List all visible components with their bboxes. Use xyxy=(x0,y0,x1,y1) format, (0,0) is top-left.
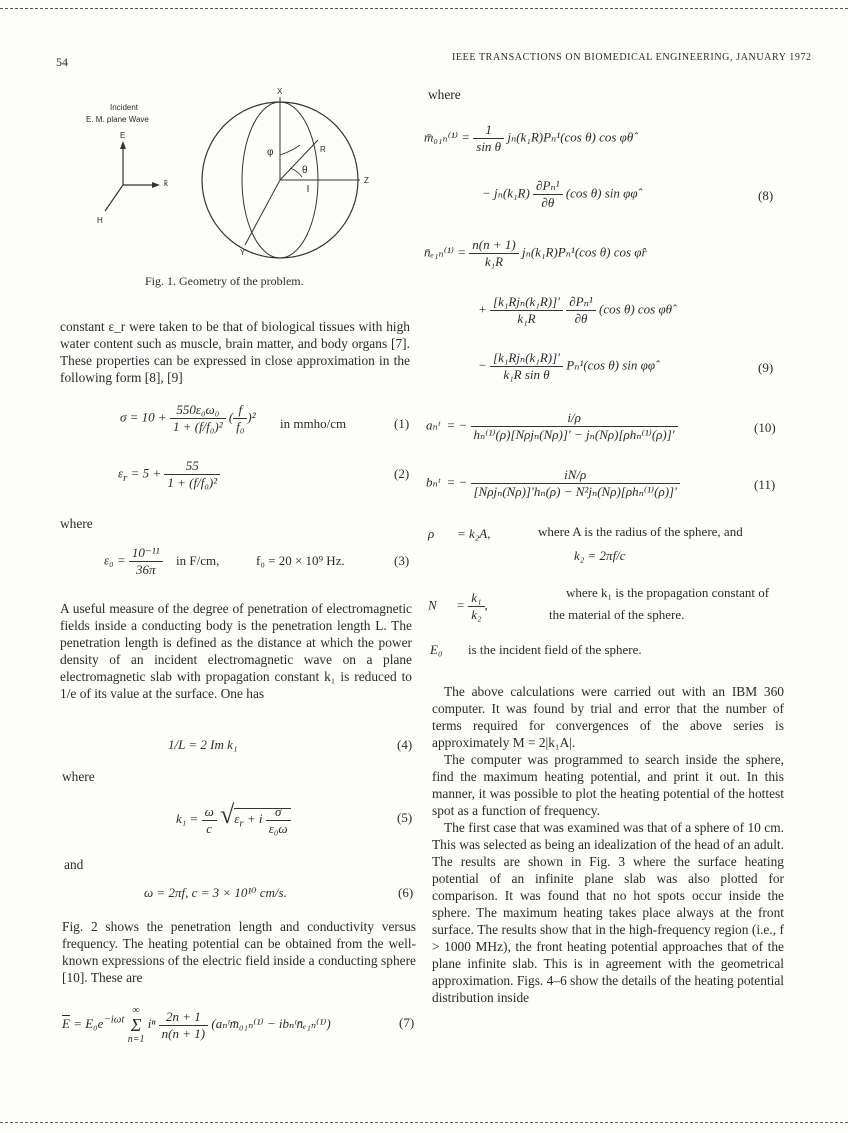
page-number: 54 xyxy=(56,55,68,69)
results-paragraph-2: The computer was programmed to search inside the sphere, find the maximum heating potential, and print it out. In this manner, it was possible to plot the heating potential of the hottest spot as a function of frequency. xyxy=(432,752,784,818)
bottom-rule xyxy=(0,1122,848,1124)
equation-4-number: (4) xyxy=(397,737,413,752)
penetration-text: A useful measure of the degree of penetration of electromagnetic fields inside a conducting body is the penetration length L. The penetration length is defined as the distance at which the power density of an incident electromagnetic wave on a plane electromagnetic slab with propagation constant k₁ is reduced to 1/e of its value at the surface. One has xyxy=(60,601,412,701)
equation-2: $\varepsilon_r = 5$ + $\frac{55}{\text{1 + (f/f₀)²}}$ xyxy=(118,458,220,491)
equation-1-number: (1) xyxy=(394,416,410,431)
fig2-text: Fig. 2 shows the penetration length and conductivity versus frequency. The heating potential can be obtained from the well-known expressions of the electric field inside a conducting sphere [10]. These are xyxy=(62,919,416,985)
fig2-paragraph xyxy=(62,918,416,986)
label-axis-z: Z xyxy=(364,176,369,185)
where-2: where xyxy=(62,769,95,784)
k2-definition: k₂ = 2πf/c xyxy=(574,548,626,563)
intro-paragraph xyxy=(60,318,410,386)
equation-3: ε₀ = $\frac{\text{10⁻¹¹}}{36\pi}$ xyxy=(104,545,163,578)
results-paragraph-1: The above calculations were carried out with an IBM 360 computer. It was found by trial and error that the number of terms required for convergences of the above series is approximately M = 2|k₁A|. xyxy=(432,684,784,750)
label-r: R xyxy=(320,145,326,154)
equation-7: $\overline{E} = E_0e^{-i\omega t}$ ∞ Σ n=1 iⁿ $\frac{2n + 1}{n(n + 1)}$ (aₙᵗm̄₀₁ₙ⁽¹⁾ − ibₙᵗn̄ₑ₁ₙ⁽¹⁾) xyxy=(62,1005,331,1045)
e0-symbol: E₀ xyxy=(430,642,443,657)
label-axis-x: X xyxy=(277,87,283,96)
n-definition-line-1: where k₁ is the propagation constant of xyxy=(566,585,770,600)
equation-2-number: (2) xyxy=(394,466,410,481)
equation-4: 1/L = 2 Im k₁ xyxy=(168,737,238,752)
label-axis-k: k̂ xyxy=(164,179,168,188)
where-right: where xyxy=(428,87,461,102)
results-text xyxy=(432,683,784,1006)
equation-1: σ = 10 + $\frac{\text{550ε₀ω₀}}{\text{1 + (f/f₀)²}}$ ( $\frac{f}{\text{f₀}}$ )² xyxy=(120,402,256,434)
intro-text: constant ε_r were taken to be that of biological tissues with high water content such as muscle, brain matter, and body organs [7]. These properties can be expressed in close approximation in the following form [8], [9] xyxy=(60,319,410,385)
equation-5-number: (5) xyxy=(397,810,413,825)
equation-8-line-1: m̄₀₁ₙ⁽¹⁾ = $\frac{1}{\text{sin θ}}$ jₙ(k₁R)Pₙ¹(cos θ) cos φθ̂ xyxy=(424,122,634,154)
rho-definition-symbol: ρ = k₂A, xyxy=(428,526,491,541)
label-theta: θ xyxy=(302,165,308,176)
geometry-diagram xyxy=(80,85,410,270)
equation-5: k₁ = $\frac{\omega}{c}$ $√\varepsilon_r + i$ $\frac{\sigma}{\text{ε₀ω}}$ xyxy=(176,800,291,837)
equation-9-line-2: + $\frac{\text{[k₁Rjₙ(k₁R)]′}}{\text{k₁R}}$ $\frac{\text{∂Pₙ¹}}{\partial\theta}$ (cos θ) cos φθ̂ xyxy=(478,294,673,326)
equation-3-f0: f₀ = 20 × 10⁹ Hz. xyxy=(256,553,345,568)
figure-1 xyxy=(80,85,410,270)
label-wave: E. M. plane Wave xyxy=(86,115,149,124)
equation-10: aₙᵗ = − $\frac{i/\rho}{\text{hₙ⁽¹⁾(ρ)[Nρjₙ(Nρ)]′ − jₙ(Nρ)[ρhₙ⁽¹⁾(ρ)]′}}$ xyxy=(426,410,678,443)
equation-11-number: (11) xyxy=(754,477,776,492)
equation-7-number: (7) xyxy=(399,1015,415,1030)
e0-definition: is the incident field of the sphere. xyxy=(468,642,642,657)
running-title: IEEE TRANSACTIONS ON BIOMEDICAL ENGINEERING, JANUARY 1972 xyxy=(452,52,812,63)
equation-3-unit: in F/cm, xyxy=(176,553,220,568)
results-paragraph-3: The first case that was examined was that of a sphere of 10 cm. This was selected as being an idealization of the head of an adult. The results are shown in Fig. 3 where the surface heating potential of an infinite plane slab was also plotted for comparison. It was found that no hot spots occur inside the sphere. The maximum heating takes place always at the front surface. The results show that in the high-frequency region (i.e., f > 1000 MHz), the front heating potential approaches that of the plane infinite slab. This is in agreement with the geometrical approximation. Figs. 4–6 show the details of the heating potential distribution inside xyxy=(432,820,784,1005)
label-axis-y: Y xyxy=(240,248,246,257)
equation-6-number: (6) xyxy=(398,885,414,900)
where-1: where xyxy=(60,516,93,531)
equation-8-line-2: − jₙ(k₁R) $\frac{\text{∂Pₙ¹}}{\partial\theta}$ (cos θ) sin φφ̂ xyxy=(482,178,638,210)
label-axis-h: H xyxy=(97,216,103,225)
penetration-paragraph xyxy=(60,600,412,702)
equation-9-line-1: n̄ₑ₁ₙ⁽¹⁾ = $\frac{n(n + 1)}{\text{k₁R}}$ jₙ(k₁R)Pₙ¹(cos θ) cos φr̂ xyxy=(424,237,647,269)
equation-6: ω = 2πf, c = 3 × 10¹⁰ cm/s. xyxy=(144,885,287,900)
label-phi: φ xyxy=(267,147,274,158)
top-rule xyxy=(0,8,848,10)
equation-1-unit: in mmho/cm xyxy=(280,416,347,431)
equation-11: bₙᵗ = − $\frac{iN/\rho}{\text{[Nρjₙ(Nρ)]′hₙ(ρ) − N²jₙ(Nρ)[ρhₙ⁽¹⁾(ρ)]′}}$ xyxy=(426,467,680,500)
equation-3-number: (3) xyxy=(394,553,410,568)
n-definition-line-2: the material of the sphere. xyxy=(549,607,685,622)
n-definition-symbol: N = $\frac{\text{k₁}}{\text{k₂}}$ , xyxy=(428,590,488,622)
equation-9-number: (9) xyxy=(758,360,774,375)
equation-10-number: (10) xyxy=(754,420,776,435)
label-incident: Incident xyxy=(110,103,139,112)
figure-caption: Fig. 1. Geometry of the problem. xyxy=(145,274,304,288)
label-axis-e: E xyxy=(120,131,126,140)
equation-9-line-3: − $\frac{\text{[k₁Rjₙ(k₁R)]′}}{\text{k₁R sin θ}}$ Pₙ¹(cos θ) sin φφ̂ xyxy=(478,350,656,382)
and-word: and xyxy=(64,857,84,872)
equation-8-number: (8) xyxy=(758,188,774,203)
rho-definition: where A is the radius of the sphere, and xyxy=(538,524,743,539)
